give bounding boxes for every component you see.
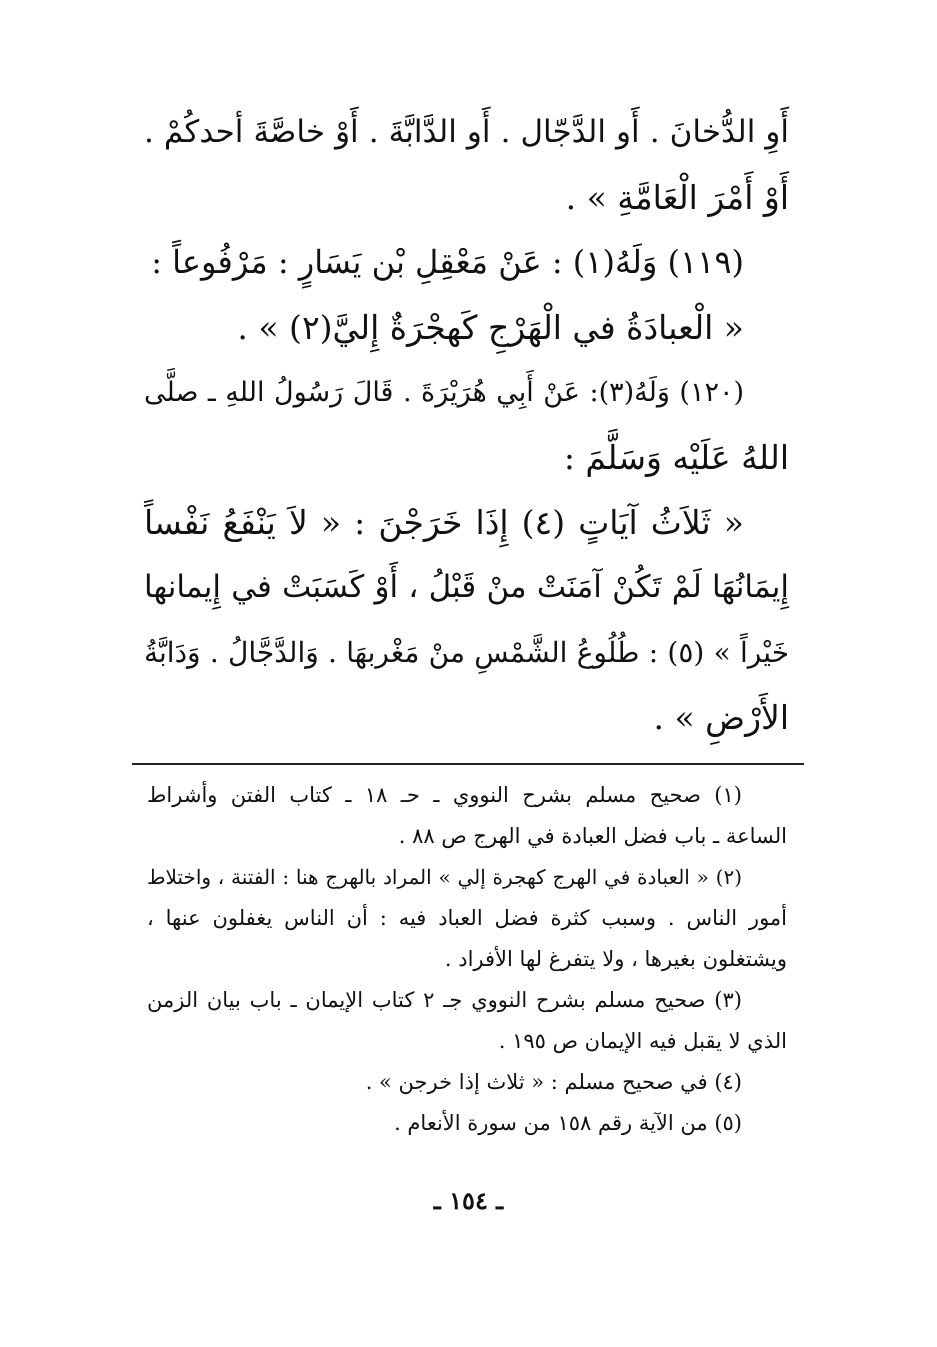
hadith-119-text: « الْعبادَةُ في الْهَرْجِ كَهجْرَةٌ إِليَّ(٢) » . (237, 308, 744, 347)
footnotes-block (147, 775, 787, 1144)
footnote-4: (٤) في صحيح مسلم : « ثلاث إذا خرجن » . (365, 1070, 742, 1094)
footnote-1: (١) صحيح مسلم بشرح النووي ـ حـ ١٨ ـ كتاب الفتن وأشراط (147, 783, 742, 807)
footnote-line: ويشتغلون بغيرها ، ولا يتفرغ لها الأفراد . (444, 947, 787, 971)
main-text-line: اللهُ عَلَيْه وَسَلَّمَ : (563, 438, 789, 477)
footnote-divider (132, 763, 804, 765)
footnote-5: (٥) من الآية رقم ١٥٨ من سورة الأنعام . (394, 1111, 742, 1135)
page-number: ـ ١٥٤ ـ (433, 1186, 504, 1215)
hadith-120-text: « ثَلاَثُ آيَاتٍ (٤) إِذَا خَرَجْنَ : « لاَ يَنْفَعُ نَفْساً (144, 503, 744, 542)
hadith-120-heading: (١٢٠) وَلَهُ(٣): عَنْ أَبِي هُرَيْرَةَ . قَالَ رَسُولُ اللهِ ـ صلَّى (144, 377, 745, 408)
footnote-3: (٣) صحيح مسلم بشرح النووي جـ ٢ كتاب الإيمان ـ باب بيان الزمن (147, 988, 742, 1012)
footnote-2: (٢) « العبادة في الهرج كهجرة إلي » المراد بالهرج هنا : الفتنة ، واختلاط (147, 865, 742, 889)
footnote-line: الساعة ـ باب فضل العبادة في الهرج ص ٨٨ . (398, 824, 787, 848)
main-text-line: أَوْ أَمْرَ الْعَامَّةِ » . (565, 178, 789, 217)
footnote-line: أمور الناس . وسبب كثرة فضل العباد فيه : أن الناس يغفلون عنها ، (147, 906, 787, 930)
footnote-line: الذي لا يقبل فيه الإيمان ص ١٩٥ . (498, 1029, 787, 1053)
hadith-119-heading: (١١٩) وَلَهُ(١) : عَنْ مَعْقِلِ بْن يَسَارٍ : مَرْفُوعاً : (151, 243, 744, 281)
main-text-line: الأَرْضِ » . (653, 698, 789, 737)
main-text-block (144, 100, 789, 750)
main-text-line: أَوِ الدُّخانَ . أَو الدَّجّال . أَو الدَّابَّةَ . أَوْ خاصَّةَ أحدكُمْ . (144, 114, 789, 150)
main-text-line: إِيمَانُهَا لَمْ تَكُنْ آمَنَتْ منْ قَبْلُ ، أَوْ كَسَبَتْ في إِيمانها (144, 569, 789, 605)
main-text-line: خَيْراً » (٥) : طُلُوعُ الشَّمْسِ منْ مَغْربهَا . وَالدَّجَّالُ . وَدَابَّةُ (144, 636, 790, 669)
